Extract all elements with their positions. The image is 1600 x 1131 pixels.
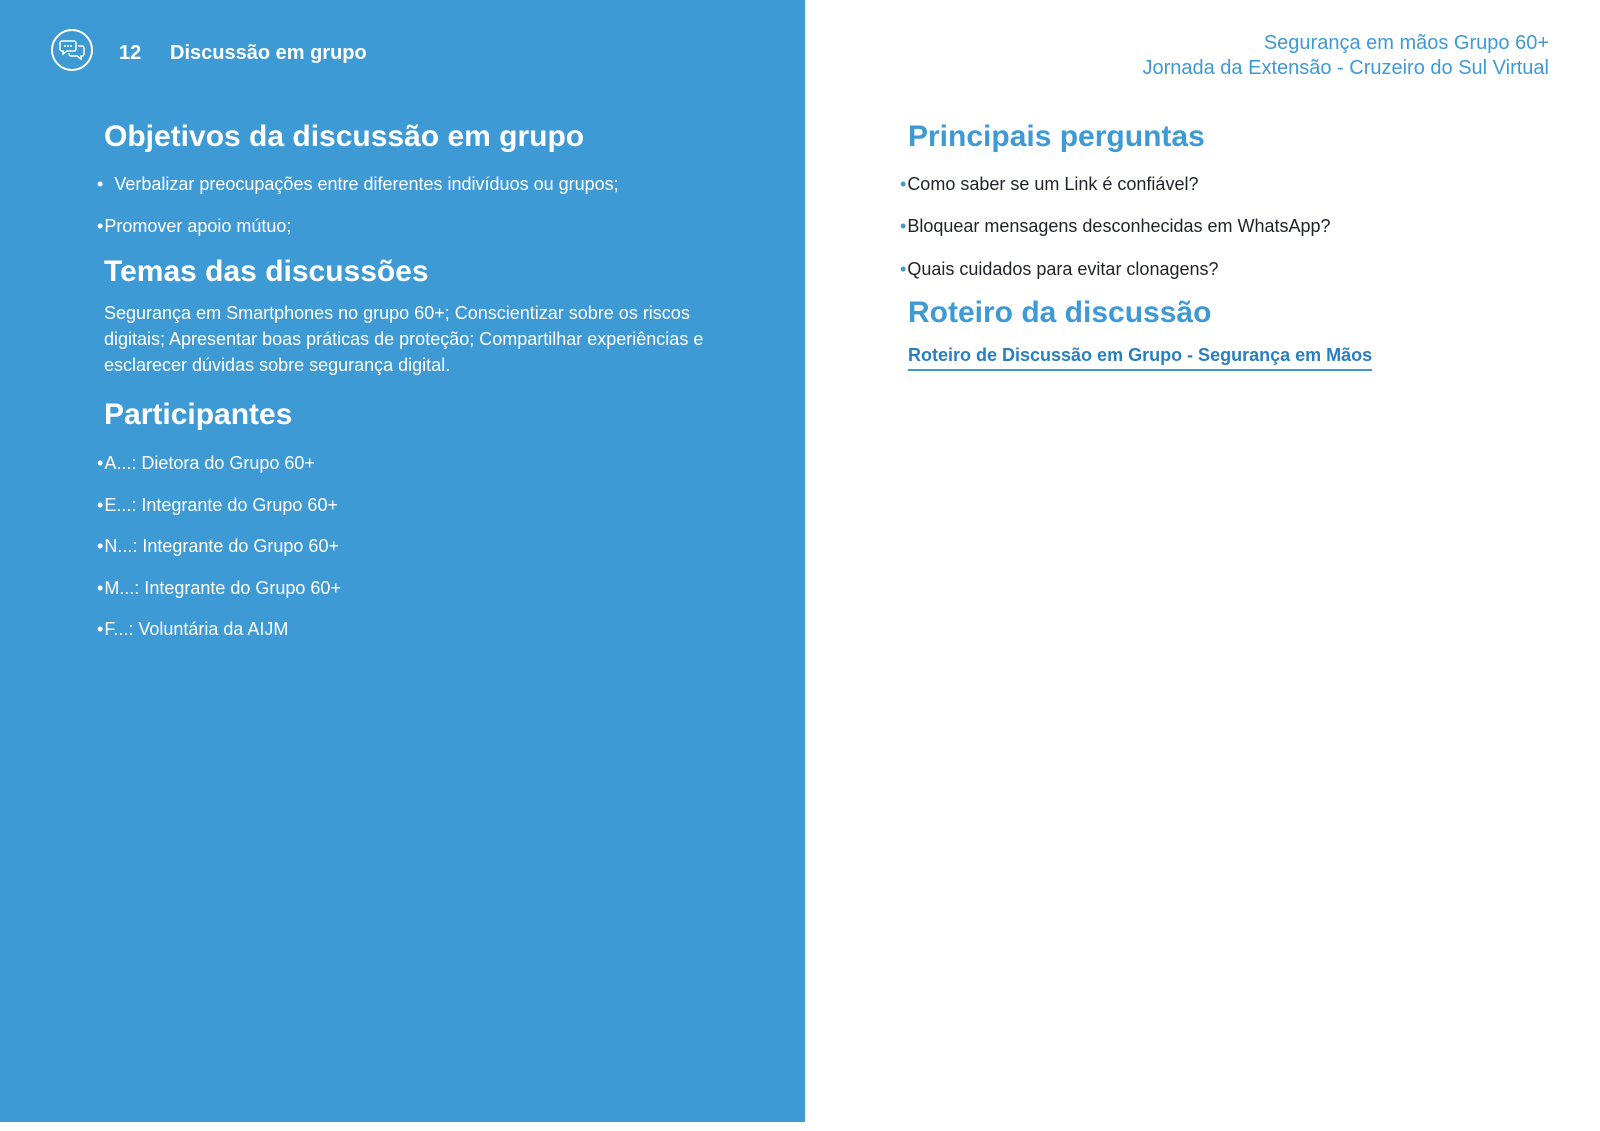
chat-bubbles-icon: [51, 29, 93, 71]
participant-item: •N...: Integrante do Grupo 60+: [97, 536, 339, 556]
section-title: Discussão em grupo: [170, 42, 367, 64]
question-item: •Bloquear mensagens desconhecidas em WhatsApp?: [900, 216, 1331, 236]
question-item: •Quais cuidados para evitar clonagens?: [900, 259, 1219, 279]
questions-heading: Principais perguntas: [908, 120, 1205, 153]
doc-subtitle: Jornada da Extensão - Cruzeiro do Sul Virtual: [1142, 57, 1549, 79]
objectives-heading: Objetivos da discussão em grupo: [104, 120, 585, 153]
participant-item: •E...: Integrante do Grupo 60+: [97, 495, 338, 515]
participant-item: •F...: Voluntária da AIJM: [97, 619, 289, 639]
doc-title: Segurança em mãos Grupo 60+: [1263, 32, 1549, 54]
doc-header: [1142, 31, 1549, 81]
left-panel: [0, 0, 805, 1122]
objective-item: •Promover apoio mútuo;: [97, 216, 292, 236]
discussion-script-link[interactable]: Roteiro de Discussão em Grupo - Segurança em Mãos: [908, 345, 1372, 371]
page-number: 12: [119, 42, 142, 64]
participant-item: •A...: Dietora do Grupo 60+: [97, 453, 315, 473]
bottom-margin: [0, 1122, 1600, 1131]
participants-heading: Participantes: [104, 398, 293, 431]
themes-text: Segurança em Smartphones no grupo 60+; Conscientizar sobre os riscos digitais; Apresentar boas práticas de proteção; Compartilhar experiências e esclarecer dúvidas sobre segurança digital.: [104, 303, 704, 375]
script-heading: Roteiro da discussão: [908, 296, 1212, 329]
participant-item: •M...: Integrante do Grupo 60+: [97, 578, 341, 598]
objective-item: • Verbalizar preocupações entre diferentes indivíduos ou grupos;: [97, 174, 619, 194]
themes-heading: Temas das discussões: [104, 255, 429, 288]
question-item: •Como saber se um Link é confiável?: [900, 174, 1199, 194]
